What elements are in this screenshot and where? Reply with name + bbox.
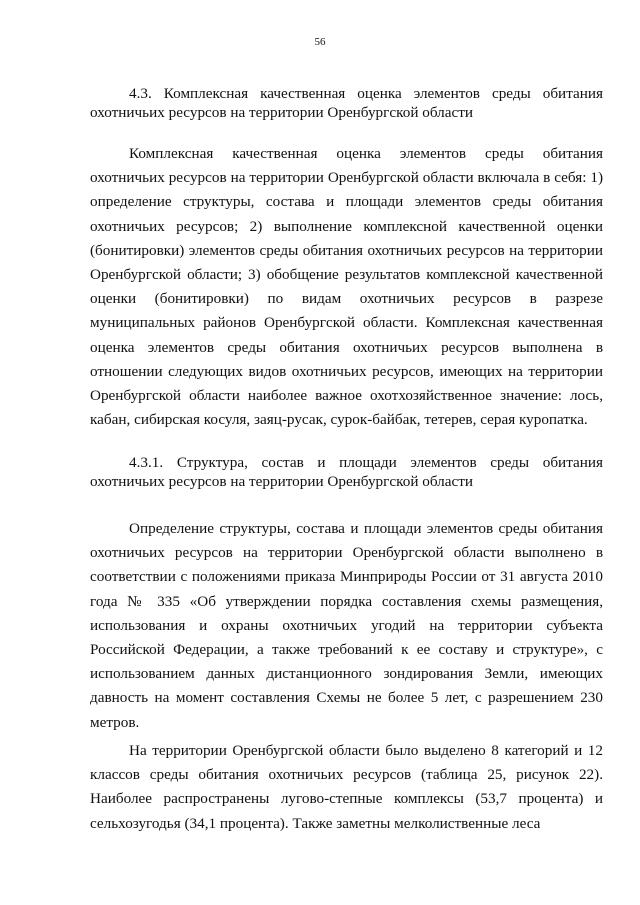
paragraph-intro: Комплексная качественная оценка элементов среды обитания охотничьих ресурсов на территории Оренбургской области включала в себя: 1) определение структуры, состава и площади элементов среды обитания охотничьих ресурсов; 2) выполнение комплексной качественной оценки (бонитировки) элементов среды обитания охотничьих ресурсов на территории Оренбургской области; 3) обобщение результатов комплексной качественной оценки (бонитировки) по видам охотничьих ресурсов в разрезе муниципальных районов Оренбургской области. Комплексная качественная оценка элементов среды обитания охотничьих ресурсов выполнена в отношении следующих видов охотничьих ресурсов, имеющих на территории Оренбургской области наиболее важное охотхозяйственное значение: лось, кабан, сибирская косуля, заяц-русак, сурок-байбак, тетерев, серая куропатка. xyxy=(90,145,603,429)
subsection-heading: 4.3.1. Структура, состав и площади элементов среды обитания охотничьих ресурсов на территории Оренбургской области xyxy=(90,454,603,490)
section-heading: 4.3. Комплексная качественная оценка элементов среды обитания охотничьих ресурсов на территории Оренбургской области xyxy=(90,85,603,121)
page-number: 56 xyxy=(314,36,326,48)
paragraph-structure: Определение структуры, состава и площади элементов среды обитания охотничьих ресурсов на территории Оренбургской области выполнено в соответствии с положениями приказа Минприроды России от 31 августа 2010 года № 335 «Об утверждении порядка составления схемы размещения, использования и охраны охотничьих угодий на территории субъекта Российской Федерации, а также требований к ее составу и структуре», с использованием данных дистанционного зондирования Земли, имеющих давность на момент составления Схемы не более 5 лет, с разрешением 230 метров. xyxy=(90,520,603,731)
paragraph-categories: На территории Оренбургской области было выделено 8 категорий и 12 классов среды обитания охотничьих ресурсов (таблица 25, рисунок 22). Наиболее распространены лугово-степные комплексы (53,7 процента) и сельхозугодья (34,1 процента). Также заметны мелколиственные леса xyxy=(90,742,603,832)
